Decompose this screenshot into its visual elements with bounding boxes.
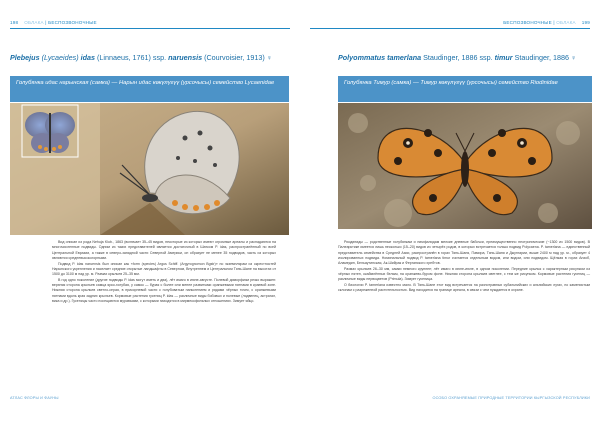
left-page-number: 198 [10,20,19,25]
left-caption-band: Голубянка идас нарынская (самка) — Нарын идас көкүлүгүү (урсочысы) семейство Lycaenidae [10,76,289,102]
right-page [300,0,600,424]
right-running-header: БЕСПОЗВОНОЧНЫЕ | ОБЛАКА 199 [503,20,590,25]
right-header-section: ОБЛАКА [556,20,576,25]
left-paragraph: В год одно поколение (другие подвиды P. idas могут иметь и два), лёт имаго в июне-августе. Полевой диморфизм резко выражен: верхняя сторона крыльев самца ярко-голубая, у самок — бурая с более или менее развитыми оранжевыми пятнами в краевой зоне. Нижняя сторона крыльев светло-серая, в прикорневой части с голубоватым напылением и рядами чёрных точек, с оранжевыми пятнами вдоль края задних крыльев. Кормовые растения гусениц P. idas — различные виды бобовых и полевые (лядвенец, астрагал, вика и др.). Гусеницы часто посещаются муравьями, с которыми находятся в мирмекофильных отношениях. Зимует яйцо. [52,277,276,304]
species-subgenus: (Lycaeides) [41,53,79,62]
species-name: idas [80,53,95,62]
left-header-section: ОБЛАКА [24,20,44,25]
left-running-header: 198 ОБЛАКА | БЕСПОЗВОНОЧНЫЕ [10,20,97,25]
right-species-title [338,54,592,62]
right-paragraph: Размах крыльев 26–30 мм, самки немного крупнее; лёт имаго в июне-июле, в одном поколении. Передние крылья с характерным рисунком из чёрных пятен, окаймлённых белым, на оранжево-буром фоне. Нижняя сторона крыльев светлее, с тем же рисунком. Кормовые растения гусениц — различные виды первоцветов (Primula). Зимует гусеница. [338,266,590,282]
species-author: (Linnaeus, 1761) ssp. [96,53,167,62]
right-paragraph: Риодиниды — родственные голубянкам и нимфалидам мелкие дневные бабочки, преимущественно неотропические (~1300 из 1500 видов). В Палеарктике имеется лишь несколько (15–20) видов из четырёх родов, в которых встречается только подвид Polycaena. P. tamerlana — единственный представитель семейства в Средней Азии, распространён в горах Тянь-Шаня, Памира, Тянь-Шаня и Джунгарии, выше 2400 м над ур. м., образует 4 изолированных подвида. Номинальный подвид P. tamerlana timur считается отдельным видом, или видом, или подвидом. Щёлкая в горах Анзоб, Аламедин, Бельаутинская, Ак-Шийрак и Ферганского хребтов. [338,240,590,266]
right-header-rule [310,28,590,29]
butterfly-photo-graphic [10,103,289,235]
left-header-rule [10,28,290,29]
right-header-title: БЕСПОЗВОНОЧНЫЕ [503,20,552,25]
species-author: Staudinger, 1886 ssp. [423,53,493,62]
left-species-title [10,54,290,62]
left-butterfly-photo [10,103,289,235]
left-body-text [52,240,276,305]
left-header-title: БЕСПОЗВОНОЧНЫЕ [48,20,97,25]
right-caption-band: Голубянка Тимур (самка) — Тимур көкүлүгүү (урсочысы) семейство Riodinidae [338,76,592,102]
species-genus: Polyommatus [338,53,386,62]
right-page-number: 199 [581,20,590,25]
species-name: tamerlana [387,53,422,62]
species-subspecies: timur [494,53,513,62]
right-body-text [338,240,590,294]
right-paragraph: О биологии P. tamerlana известно мало. В Тянь-Шане этот вид встречается на разнотравных субальпийских и альпийских лугах, по каменистым склонам с разреженной растительностью. Вид находится на границе ареала, в связи с чем нуждается в охране. [338,283,590,293]
left-footer: АТЛАС ФЛОРЫ И ФАУНЫ [10,396,59,400]
species-subspecies: naruensis [168,53,203,62]
butterfly-photo-graphic [338,103,592,229]
species-genus: Plebejus [10,53,40,62]
left-paragraph: Подвид P. idas naruensis был описан как «form (species) Argus Schiff. (Argyrognomon Bgstr)» по экземплярам из окрестностей Нарынского укрепления и населяет средние открытые ландшафты в Северном, Внутреннем и Центральном Тянь-Шане на высотах от 1500 до 3100 м над ур. м. Размах крыльев 25–35 мм. [52,261,276,277]
left-paragraph: Вид описан из рода Nehuja Klub., 1863 (включает 35–45 видов, некоторые из которых имеют огромные ареалы и распадаются на многочисленные подвиды. Одним из таких представителей является достаточный в Шатком P. idas, распространённый по всей Центральной Евразии, а также в северо-западной части Северной Америки, он образует не менее 35 подвидов, часть из которых являются средневысокогорными. [52,240,276,260]
right-footer: ОСОБО ОХРАНЯЕМЫЕ ПРИРОДНЫЕ ТЕРРИТОРИИ КЫРГЫЗСКОЙ РЕСПУБЛИКИ [432,396,590,400]
right-butterfly-photo [338,103,592,229]
species-subspecies-author: (Courvoisier, 1913) ♀ [204,53,273,62]
species-subspecies-author: Staudinger, 1886 ♀ [514,53,577,62]
